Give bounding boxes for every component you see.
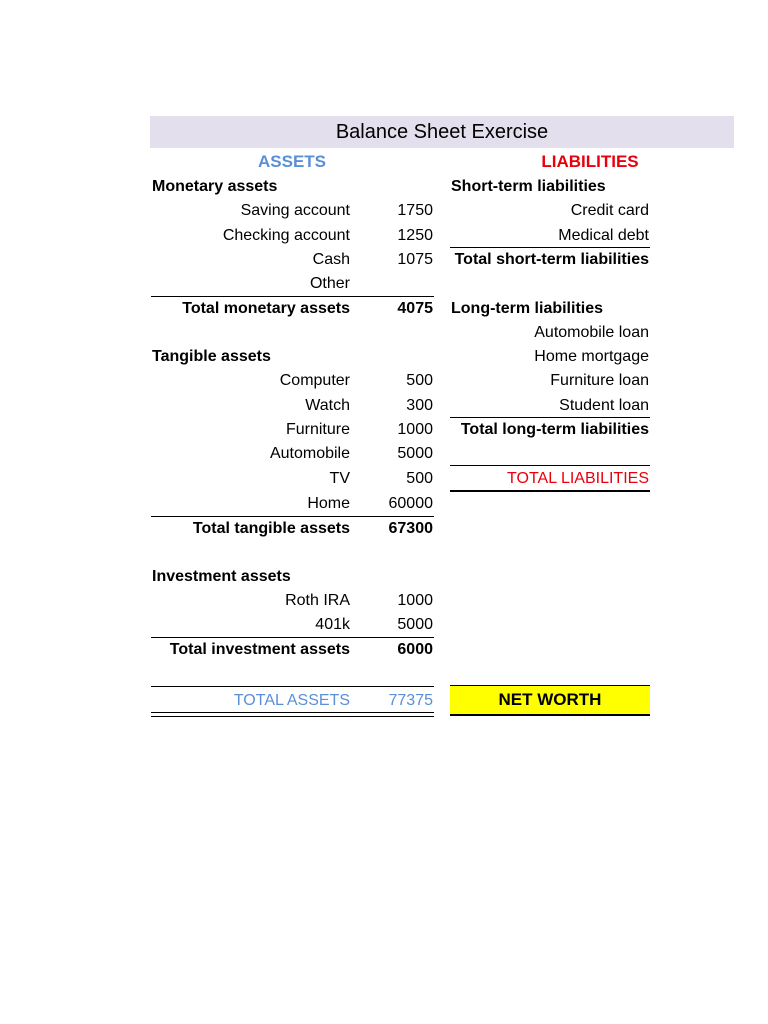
divider	[450, 465, 650, 466]
liability-label: Medical debt	[558, 227, 649, 244]
liability-label: Automobile loan	[534, 324, 649, 341]
divider	[450, 714, 650, 716]
asset-label: Roth IRA	[285, 592, 350, 609]
asset-label: Automobile	[269, 445, 350, 462]
asset-label: TV	[329, 470, 350, 487]
liability-label: Home mortgage	[534, 348, 649, 365]
total-monetary-label: Total monetary assets	[182, 300, 350, 317]
asset-value: 500	[406, 470, 433, 487]
investment-assets-heading: Investment assets	[152, 568, 291, 585]
divider	[450, 490, 650, 492]
title-bar	[150, 116, 734, 148]
short-term-heading: Short-term liabilities	[451, 178, 606, 195]
total-monetary-value: 4075	[397, 300, 433, 317]
asset-value: 5000	[397, 616, 433, 633]
net-worth-label: NET WORTH	[450, 686, 650, 714]
asset-label: Furniture	[285, 421, 350, 438]
divider	[151, 686, 434, 687]
total-investment-value: 6000	[397, 641, 433, 658]
asset-value: 1750	[397, 202, 433, 219]
asset-value: 1075	[397, 251, 433, 268]
long-term-heading: Long-term liabilities	[451, 300, 604, 317]
monetary-assets-heading: Monetary assets	[152, 178, 278, 195]
asset-label: Cash	[312, 251, 350, 268]
asset-value	[352, 272, 433, 296]
asset-value: 1000	[397, 421, 433, 438]
liability-label: Student loan	[559, 397, 649, 414]
asset-label: 401k	[315, 616, 350, 633]
asset-label: Watch	[305, 397, 350, 414]
asset-value: 1250	[397, 227, 433, 244]
asset-label: Other	[309, 275, 350, 292]
asset-label: Home	[307, 495, 350, 512]
asset-label: Saving account	[240, 202, 350, 219]
total-short-term-label: Total short-term liabilities	[454, 251, 649, 268]
double-underline	[151, 712, 434, 717]
total-assets-label: TOTAL ASSETS	[233, 692, 350, 709]
total-long-term-label: Total long-term liabilities	[460, 421, 649, 438]
tangible-assets-heading: Tangible assets	[152, 348, 271, 365]
total-tangible-label: Total tangible assets	[192, 520, 350, 537]
total-tangible-value: 67300	[388, 520, 433, 537]
total-investment-label: Total investment assets	[169, 641, 350, 658]
liability-label: Credit card	[570, 202, 649, 219]
asset-value: 500	[406, 372, 433, 389]
liabilities-header: LIABILITIES	[541, 152, 639, 171]
total-liabilities-label: TOTAL LIABILITIES	[507, 470, 649, 487]
page-title: Balance Sheet Exercise	[335, 120, 549, 143]
asset-value: 5000	[397, 445, 433, 462]
asset-value: 60000	[388, 495, 433, 512]
asset-label: Computer	[279, 372, 350, 389]
asset-value: 1000	[397, 592, 433, 609]
liability-label: Furniture loan	[550, 372, 649, 389]
asset-value: 300	[406, 397, 433, 414]
total-assets-value: 77375	[388, 692, 433, 709]
assets-header: ASSETS	[257, 152, 327, 171]
asset-label: Checking account	[222, 227, 350, 244]
